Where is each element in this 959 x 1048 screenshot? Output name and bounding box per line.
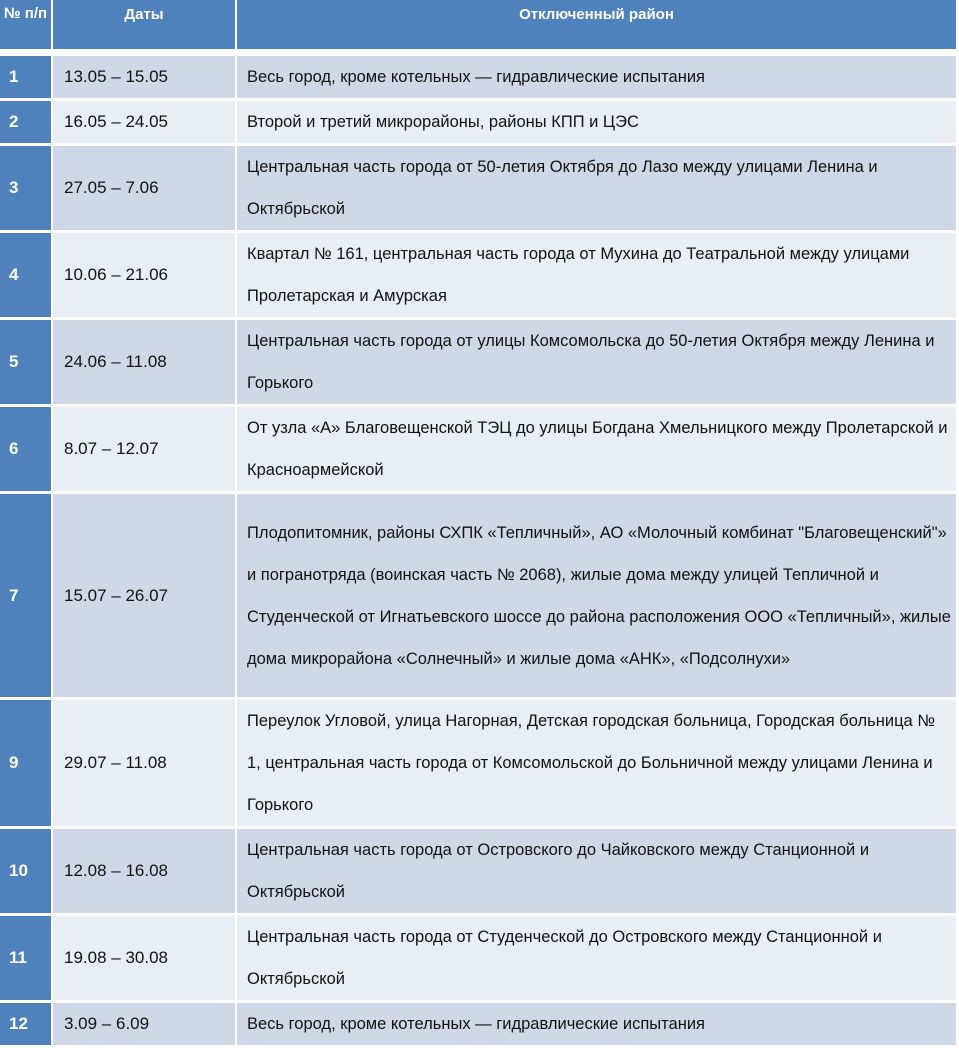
- header-dates: Даты: [53, 0, 237, 52]
- row-area: Центральная часть города от Островского до Чайковского между Станционной и Октябрьской: [237, 829, 958, 916]
- table-row: [0, 1003, 958, 1048]
- row-dates: 24.06 – 11.08: [53, 320, 237, 407]
- row-area: Квартал № 161, центральная часть города от Мухина до Театральной между улицами Пролетарская и Амурская: [237, 233, 958, 320]
- row-area: Центральная часть города от 50-летия Октября до Лазо между улицами Ленина и Октябрьской: [237, 146, 958, 233]
- row-number: 5: [0, 320, 53, 407]
- row-dates: 12.08 – 16.08: [53, 829, 237, 916]
- row-number: 11: [0, 916, 53, 1003]
- row-number: 12: [0, 1003, 53, 1048]
- table-row: [0, 146, 958, 233]
- header-number: № п/п: [0, 0, 53, 52]
- table-row: [0, 101, 958, 146]
- row-dates: 15.07 – 26.07: [53, 494, 237, 700]
- table-row: [0, 829, 958, 916]
- row-area: Весь город, кроме котельных — гидравлические испытания: [237, 1003, 958, 1048]
- row-number: 10: [0, 829, 53, 916]
- row-dates: 10.06 – 21.06: [53, 233, 237, 320]
- row-dates: 19.08 – 30.08: [53, 916, 237, 1003]
- row-dates: 27.05 – 7.06: [53, 146, 237, 233]
- table-row: [0, 233, 958, 320]
- row-dates: 3.09 – 6.09: [53, 1003, 237, 1048]
- row-area: От узла «А» Благовещенской ТЭЦ до улицы Богдана Хмельницкого между Пролетарской и Красноармейской: [237, 407, 958, 494]
- row-area: Центральная часть города от улицы Комсомольска до 50-летия Октября между Ленина и Горького: [237, 320, 958, 407]
- header-area: Отключенный район: [237, 0, 958, 52]
- row-area: Плодопитомник, районы СХПК «Тепличный», АО «Молочный комбинат "Благовещенский"» и погранотряда (воинская часть № 2068), жилые дома между улицей Тепличной и Студенческой от Игнатьевского шоссе до района расположения ООО «Тепличный», жилые дома микрорайона «Солнечный» и жилые дома «АНК», «Подсолнухи»: [237, 494, 958, 700]
- row-dates: 13.05 – 15.05: [53, 56, 237, 101]
- table-header-row: [0, 0, 958, 52]
- table-row: [0, 916, 958, 1003]
- row-dates: 8.07 – 12.07: [53, 407, 237, 494]
- table-row: [0, 320, 958, 407]
- row-area: Второй и третий микрорайоны, районы КПП и ЦЭС: [237, 101, 958, 146]
- row-area: Центральная часть города от Студенческой до Островского между Станционной и Октябрьской: [237, 916, 958, 1003]
- table-row: [0, 407, 958, 494]
- row-number: 6: [0, 407, 53, 494]
- row-number: 1: [0, 56, 53, 101]
- table-row: [0, 56, 958, 101]
- table-row: [0, 494, 958, 700]
- row-number: 2: [0, 101, 53, 146]
- row-number: 7: [0, 494, 53, 700]
- table-row: [0, 700, 958, 829]
- row-number: 9: [0, 700, 53, 829]
- row-dates: 16.05 – 24.05: [53, 101, 237, 146]
- row-dates: 29.07 – 11.08: [53, 700, 237, 829]
- row-number: 3: [0, 146, 53, 233]
- row-area: Переулок Угловой, улица Нагорная, Детская городская больница, Городская больница № 1, центральная часть города от Комсомольской до Больничной между улицами Ленина и Горького: [237, 700, 958, 829]
- row-number: 4: [0, 233, 53, 320]
- row-area: Весь город, кроме котельных — гидравлические испытания: [237, 56, 958, 101]
